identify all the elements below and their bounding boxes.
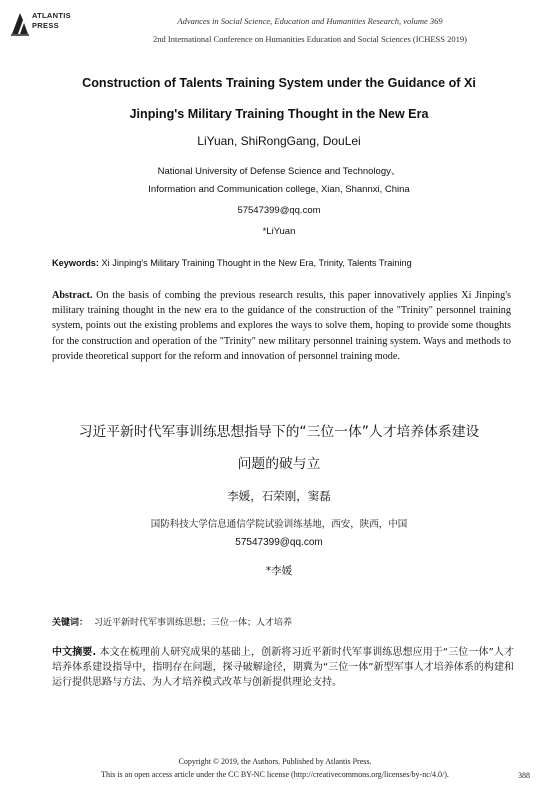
english-corresponding-author: *LiYuan [262,226,296,237]
conference-name: 2nd International Conference on Humanities Education and Social Sciences (ICHESS 2019) [153,34,467,44]
english-title-line-1: Construction of Talents Training System under the Guidance of Xi [82,76,476,90]
chinese-abstract-text: 本文在梳理前人研究成果的基础上，创新将习近平新时代军事训练思想应用于“三位一体”人才培养体系建设指导中，指明存在问题，探寻破解途径，期冀为“三位一体”新型军事人才培养体系的构建和运行提供思路与方法、为人才培养模式改革与创新提供理论支持。 [52,647,514,688]
logo-text: ATLANTIS PRESS [32,11,71,30]
abstract-label: Abstract. [52,290,93,301]
chinese-title-line-1: 习近平新时代军事训练思想指导下的“三位一体”人才培养体系建设 [78,424,480,440]
publisher-logo [10,8,80,42]
english-abstract [52,288,511,364]
english-title [40,68,518,130]
chinese-title-line-2: 问题的破与立 [237,456,321,472]
chinese-authors: 李媛，石荣刚，窦磊 [227,489,331,503]
chinese-corresponding-author: *李媛 [265,565,293,577]
chinese-keywords [52,615,522,628]
license-notice: This is an open access article under the CC BY-NC license (http://creativecommons.org/licenses/by-nc/4.0/). [101,770,449,779]
chinese-keywords-label: 关键词： [52,618,89,628]
chinese-keywords-text: 习近平新时代军事训练思想；三位一体；人才培养 [94,618,293,628]
keywords-label: Keywords: [52,258,99,268]
journal-name: Advances in Social Science, Education and Humanities Research, volume 369 [177,16,443,26]
abstract-text: On the basis of combing the previous research results, this paper innovatively applies Xi Jinping's military training thought in the new era to the guidance of the construction of the "Trinity" personnel training system, points out the existing problems and explores the ways to solve them, hoping to provide some thoughts for the construction and operation of the "Trinity" new military personnel training system. Ways and methods to provide theoretical support for the reform and innovation of personnel training mode. [52,290,511,362]
chinese-affiliation: 国防科技大学信息通信学院试验训练基地，西安，陕西，中国 [150,519,408,530]
chinese-abstract-label: 中文摘要. [52,647,97,658]
english-affiliation-line-2: Information and Communication college, Xian, Shannxi, China [148,184,410,195]
english-authors: LiYuan, ShiRongGang, DouLei [197,134,361,148]
english-title-line-2: Jinping's Military Training Thought in the New Era [129,107,429,121]
page-number: 388 [518,771,530,780]
english-affiliation-line-1: National University of Defense Science and Technology、 [157,166,401,177]
english-keywords [52,258,522,268]
english-email: 57547399@qq.com [237,205,321,216]
chinese-email: 57547399@qq.com [235,537,323,548]
atlantis-press-logo-icon [10,10,30,36]
copyright-notice: Copyright © 2019, the Authors. Published by Atlantis Press. [178,757,372,766]
chinese-title [40,416,518,480]
chinese-abstract [52,645,514,690]
keywords-text: Xi Jinping's Military Training Thought in the New Era, Trinity, Talents Training [98,258,412,268]
